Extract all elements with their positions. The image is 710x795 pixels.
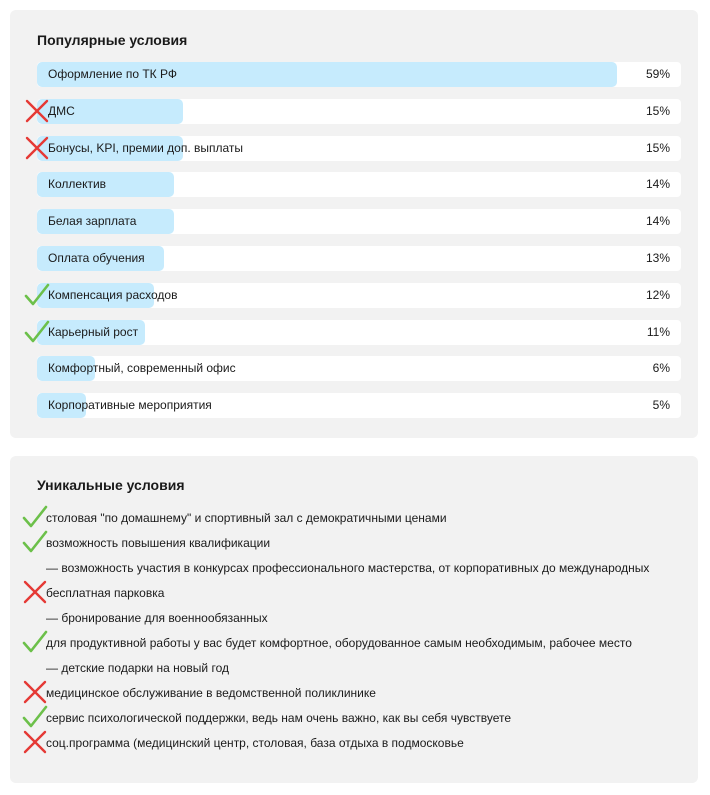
condition-percent: 15% <box>645 104 670 118</box>
unique-condition-item: — возможность участия в конкурсах профессионального мастерства, от корпоративных до международных <box>46 561 650 575</box>
condition-label: Комфортный, современный офис <box>48 361 236 375</box>
condition-percent: 6% <box>652 361 670 375</box>
condition-row <box>37 393 681 418</box>
condition-label: Корпоративные мероприятия <box>48 398 212 412</box>
checkmark-icon <box>24 319 50 345</box>
condition-label: ДМС <box>48 104 75 118</box>
unique-conditions-card <box>10 456 698 783</box>
unique-conditions-title: Уникальные условия <box>37 477 185 493</box>
condition-percent: 59% <box>645 67 670 81</box>
unique-condition-item: бесплатная парковка <box>46 586 165 600</box>
checkmark-icon <box>24 282 50 308</box>
condition-row <box>37 246 681 271</box>
condition-row <box>37 99 681 124</box>
unique-condition-item: — детские подарки на новый год <box>46 661 229 675</box>
popular-conditions-card <box>10 10 698 438</box>
condition-percent: 14% <box>645 177 670 191</box>
unique-condition-item: сервис психологической поддержки, ведь нам очень важно, как вы себя чувствуете <box>46 711 511 725</box>
condition-percent: 15% <box>645 141 670 155</box>
condition-label: Оформление по ТК РФ <box>48 67 177 81</box>
unique-condition-item: возможность повышения квалификации <box>46 536 271 550</box>
condition-label: Бонусы, KPI, премии доп. выплаты <box>48 141 244 155</box>
unique-condition-item: соц.программа (медицинский центр, столовая, база отдыха в подмосковье <box>46 736 464 750</box>
unique-condition-item: для продуктивной работы у вас будет комфортное, оборудованное самым необходимым, рабочее место <box>46 636 632 650</box>
condition-percent: 5% <box>652 398 670 412</box>
condition-row <box>37 62 681 87</box>
cross-icon <box>24 98 50 124</box>
checkmark-icon <box>22 629 48 655</box>
popular-conditions-title: Популярные условия <box>37 32 188 48</box>
condition-label: Карьерный рост <box>48 325 139 339</box>
checkmark-icon <box>22 529 48 555</box>
condition-percent: 13% <box>645 251 670 265</box>
cross-icon <box>22 679 48 705</box>
condition-row <box>37 283 681 308</box>
condition-row <box>37 320 681 345</box>
unique-condition-item: медицинское обслуживание в ведомственной поликлинике <box>46 686 376 700</box>
condition-label: Белая зарплата <box>48 214 137 228</box>
condition-label: Оплата обучения <box>48 251 145 265</box>
condition-label: Коллектив <box>48 177 107 191</box>
cross-icon <box>22 729 48 755</box>
condition-row <box>37 136 681 161</box>
unique-condition-item: столовая "по домашнему" и спортивный зал с демократичными ценами <box>46 511 447 525</box>
cross-icon <box>22 579 48 605</box>
cross-icon <box>24 135 50 161</box>
condition-percent: 14% <box>645 214 670 228</box>
condition-percent: 11% <box>646 325 670 339</box>
condition-percent: 12% <box>645 288 670 302</box>
condition-label: Компенсация расходов <box>48 288 178 302</box>
condition-row <box>37 209 681 234</box>
condition-row <box>37 356 681 381</box>
unique-condition-item: — бронирование для военнообязанных <box>46 611 268 625</box>
checkmark-icon <box>22 504 48 530</box>
checkmark-icon <box>22 704 48 730</box>
condition-row <box>37 172 681 197</box>
